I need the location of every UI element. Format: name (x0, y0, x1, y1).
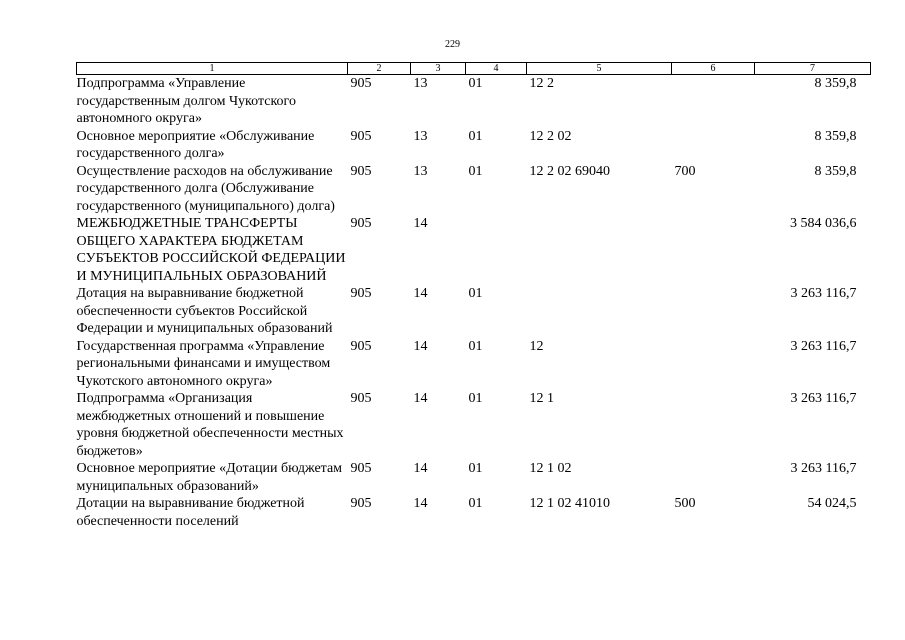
table-header-row (77, 63, 871, 75)
row-code-4: 01 (468, 461, 483, 476)
row-code-2: 905 (350, 128, 372, 144)
row-amount: 3 263 116,7 (790, 338, 857, 354)
row-code-6 (672, 75, 755, 128)
table-row (77, 163, 871, 216)
table-row (77, 215, 871, 285)
row-code-6 (672, 390, 755, 460)
row-code-6: 700 (674, 163, 696, 179)
row-code-3: 14 (413, 496, 428, 511)
row-code-2: 905 (350, 163, 372, 179)
column-header-3: 3 (411, 63, 466, 75)
row-code-5 (527, 285, 672, 338)
column-header-4: 4 (466, 63, 527, 75)
row-amount: 3 584 036,6 (790, 216, 857, 231)
row-code-6 (672, 285, 755, 338)
row-code-5: 12 2 02 (529, 128, 572, 144)
row-amount: 3 263 116,7 (790, 391, 857, 406)
row-name: Осуществление расходов на обслуживание государственного долга (Обслуживание государственного (муниципального) долга) (76, 163, 335, 214)
row-name: Дотация на выравнивание бюджетной обеспеченности субъектов Российской Федерации и муниципальных образований (76, 286, 333, 336)
row-name: МЕЖБЮДЖЕТНЫЕ ТРАНСФЕРТЫ ОБЩЕГО ХАРАКТЕРА БЮДЖЕТАМ СУБЪЕКТОВ РОССИЙСКОЙ ФЕДЕРАЦИИ И МУНИЦИПАЛЬНЫХ ОБРАЗОВАНИЙ (76, 216, 346, 284)
row-code-4: 01 (468, 286, 483, 301)
column-header-1: 1 (77, 63, 348, 75)
row-code-4: 01 (468, 391, 483, 406)
row-code-4: 01 (468, 128, 483, 144)
row-code-3: 13 (413, 76, 428, 91)
column-header-5: 5 (527, 63, 672, 75)
row-amount: 3 263 116,7 (790, 286, 857, 301)
row-code-3: 13 (413, 128, 428, 144)
row-code-5: 12 1 02 (529, 461, 572, 476)
row-code-6 (672, 215, 755, 285)
row-code-2: 905 (350, 461, 372, 476)
table-row (77, 460, 871, 495)
row-code-5: 12 1 02 41010 (529, 496, 610, 511)
table-row (77, 390, 871, 460)
row-code-3: 14 (413, 338, 428, 354)
row-amount: 8 359,8 (814, 163, 857, 179)
row-code-3: 14 (413, 461, 428, 476)
row-code-2: 905 (350, 391, 372, 406)
row-code-4: 01 (468, 76, 483, 91)
row-name: Подпрограмма «Управление государственным долгом Чукотского автономного округа» (76, 76, 296, 126)
table-row (77, 338, 871, 391)
row-code-5: 12 2 02 69040 (529, 163, 610, 179)
row-code-2: 905 (350, 338, 372, 354)
row-code-4 (466, 215, 527, 285)
row-amount: 8 359,8 (814, 128, 857, 144)
row-name: Основное мероприятие «Обслуживание государственного долга» (76, 128, 315, 161)
row-code-4: 01 (468, 163, 483, 179)
column-header-6: 6 (672, 63, 755, 75)
row-code-5: 12 (529, 338, 544, 354)
row-name: Дотации на выравнивание бюджетной обеспеченности поселений (76, 496, 305, 529)
row-amount: 3 263 116,7 (790, 461, 857, 476)
row-code-3: 13 (413, 163, 428, 179)
budget-table (76, 62, 871, 530)
row-name: Государственная программа «Управление региональными финансами и имуществом Чукотского автономного округа» (76, 338, 331, 389)
row-code-3: 14 (413, 391, 428, 406)
row-code-5: 12 1 (529, 391, 554, 406)
row-name: Основное мероприятие «Дотации бюджетам муниципальных образований» (76, 461, 343, 494)
row-code-3: 14 (413, 286, 428, 301)
row-code-4: 01 (468, 338, 483, 354)
row-code-4: 01 (468, 496, 483, 511)
row-code-2: 905 (350, 496, 372, 511)
table-row (77, 75, 871, 128)
row-code-5: 12 2 (529, 76, 554, 91)
row-code-2: 905 (350, 216, 372, 231)
table-row (77, 495, 871, 530)
row-code-6: 500 (674, 496, 696, 511)
row-code-5 (527, 215, 672, 285)
row-code-6 (672, 128, 755, 163)
table-row (77, 285, 871, 338)
row-code-2: 905 (350, 286, 372, 301)
row-code-6 (672, 338, 755, 391)
column-header-7: 7 (755, 63, 871, 75)
table-row (77, 128, 871, 163)
row-amount: 54 024,5 (807, 496, 857, 511)
row-amount: 8 359,8 (814, 76, 857, 91)
row-code-3: 14 (413, 216, 428, 231)
column-header-2: 2 (348, 63, 411, 75)
page-number: 229 (445, 39, 460, 50)
row-code-6 (672, 460, 755, 495)
row-name: Подпрограмма «Организация межбюджетных отношений и повышение уровня бюджетной обеспеченности местных бюджетов» (76, 391, 344, 459)
row-code-2: 905 (350, 76, 372, 91)
